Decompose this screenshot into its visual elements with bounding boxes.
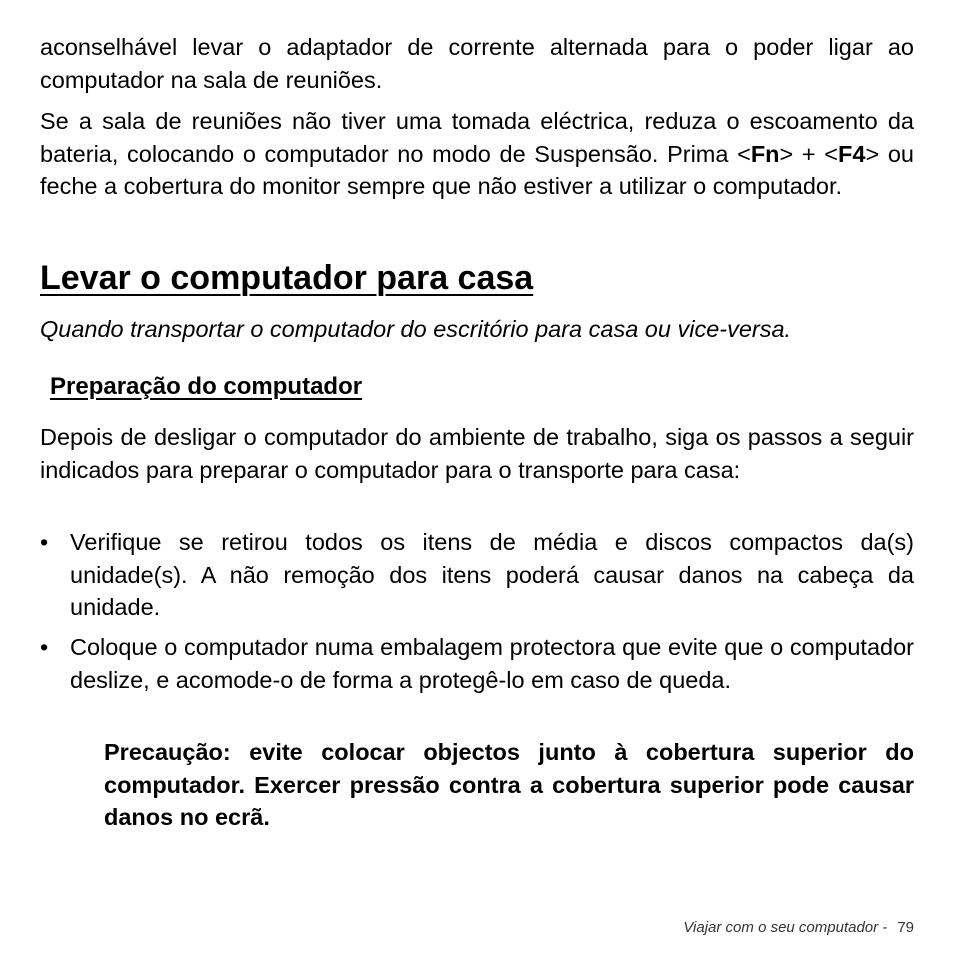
- paragraph-suspend-text-mid: > + <: [779, 140, 839, 167]
- bullet-list: [40, 631, 914, 696]
- bullet-list: [40, 526, 914, 624]
- list-item: [40, 631, 914, 696]
- bullet-icon: •: [40, 634, 49, 660]
- list-item-text: Verifique se retirou todos os itens de média e discos compactos da(s) unidade(s). A não remoção dos itens poderá causar danos na cabeça da unidade.: [70, 529, 914, 620]
- section-heading: Levar o computador para casa: [40, 259, 534, 297]
- key-f4: F4: [838, 140, 866, 167]
- paragraph-suspend-text-start: Se a sala de reuniões não tiver uma tomada eléctrica, reduza o escoamento da bateria, colocando o computador no modo de Suspensão. Prima <: [40, 108, 914, 167]
- paragraph-suspend: [40, 105, 914, 203]
- list-item: [40, 526, 914, 624]
- section-intro: Quando transportar o computador do escritório para casa ou vice-versa.: [40, 316, 792, 342]
- caution-note: Precaução: evite colocar objectos junto à cobertura superior do computador. Exercer pressão contra a cobertura superior pode causar danos no ecrã.: [104, 739, 914, 830]
- key-fn: Fn: [750, 140, 780, 167]
- page-footer: [683, 918, 914, 938]
- paragraph-suspend-text-end: > ou feche a cobertura do monitor sempre que não estiver a utilizar o computador.: [40, 140, 914, 199]
- paragraph-adapter: aconselhável levar o adaptador de corrente alternada para o poder ligar ao computador na sala de reuniões.: [40, 34, 914, 93]
- paragraph-steps-intro: Depois de desligar o computador do ambiente de trabalho, siga os passos a seguir indicados para preparar o computador para o transporte para casa:: [40, 424, 914, 483]
- page-number: 79: [897, 919, 914, 936]
- subsection-heading: Preparação do computador: [50, 373, 363, 400]
- footer-chapter: Viajar com o seu computador -: [683, 919, 888, 936]
- bullet-icon: •: [40, 529, 49, 555]
- list-item-text: Coloque o computador numa embalagem protectora que evite que o computador deslize, e acomode-o de forma a protegê-lo em caso de queda.: [70, 634, 914, 693]
